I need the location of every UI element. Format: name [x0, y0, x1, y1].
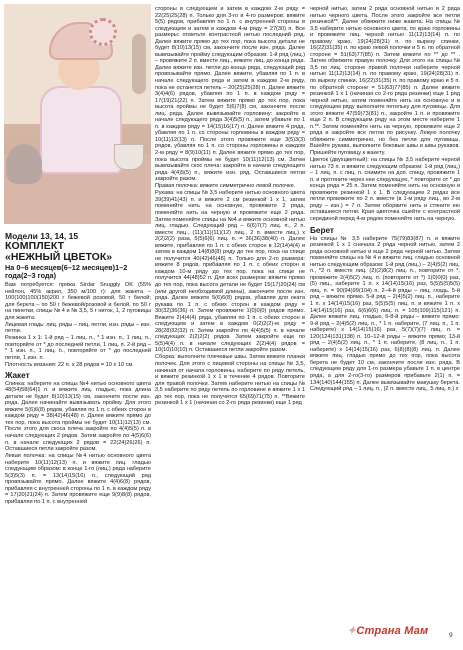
sleeves-paragraph: Рукава: на спицы № 3,5 наберите нитью основного цвета 39(39)41(43) п. и вяжите 2 см резинкой 1 х 1, затем поменяйте нить на основную, провяжите 2 ряда, поменяйте нить на черную и провяжите еще 2 ряда. Затем поменяйте спицы на №4 и вяжите основной нитью лиц. гладью. Следующий ряд – 6(6)7(7) лиц. п., 2 п. вместе лиц., (11)(11)(11)(12) лиц., 2 п. вместе лиц.) х 2(2)2(2) раза, 5(5)6(6) лиц. п. = 36(36)38(40) п. Далее вяжите, прибавляя по 1 п. с обеих сторон в 12(14)4(4) и затем в каждом 14(8)8(8) ряду до тех пор, пока на спице не получится 40(42)46(48) п. Только для 2-го размера: вяжите 8 рядов, прибавляя по 1 п. с обеих сторон в каждом 10-м ряду до тех пор, пока на спице не получится 44(48)52 п. Для всех размеров: вяжите прямо до тех пор, пока высота детали не будет 15(17)20(24) см (или другой необходимой длины), закончите после изн. ряда. Далее вяжите 5(6)6(8) рядов, убавляя для оката рукава по 1 п. с обеих сторон в каждом ряду = 30(32)36(36) п. Затем провяжите 1(0)0(0) рядов прямо. Вяжите 2(4)4(4) ряда, убавляя по 1 п. с обеих сторон в следующем и затем в каждом 0(2)2(2)-м ряду = 28(28)32(32) п. Затем закройте по 4(4)5(5) п. в начале следующих 2(2)2(2) рядов. Затем закройте еще по 5(5)4(4) п. в начале следующих 2(2)4(4) рядов = 10(10)10(10) п. Оставшиеся петли закройте разом.: [155, 190, 305, 354]
right-front-paragraph: Правая полочка: вяжите симметрично левой полочке.: [155, 183, 296, 190]
flower-paragraph: Цветок (двухцветный): на спицы № 3,5 наберите черной нитью 73 п. и вяжите следующим образом: 1-й ряд (лиц.) – 1 лиц. п. с лиц. п. снимите на доп. спицу, провяжите 1 п. и протяните через нее следующую, * повторите от * до конца ряда = 25 п. Затем поменяйте нить на основную и провяжите резинкой 1 х 1. В следующем 2 рядах все петли провяжите по 2 п. вместе (в 1-м ряду лиц., во 2-м ряду – изн.) = 7 п. Затем оборвите нить и стяните ею оставшиеся петли. Края цветочка сшейте с контрастной серединой перед 4-м рядом поменяйте нить на черную.: [310, 157, 460, 222]
baby-body: [40, 86, 122, 174]
column-middle: [155, 6, 305, 642]
flower-icon: [89, 18, 117, 46]
back-paragraph: Спинка: наберите на спицы №4 нитью основного цвета 48(54)58(64)1 п. и вяжите лиц. гладью, пока длина детали не будет 8(10)13(15) см, закончите после изн. ряда. Далее начинайте вывязывать пройму. Для этого вяжите 5(6)6(8) рядов, убавляя по 1 п. с обеих сторон в каждом ряду = 38(42)46(48) п. Далее вяжите прямо до тех пор, пока высота проймы не будет 10(11)12(13) см. После этого для скоса плеча закройте по 4(4)5(5) п. в начале следующих 2 рядов. Затем закройте по 4(5)6(6) п. в начале следующих 2 рядов = 22(24)26(26) п. Оставшиеся петли закройте разом.: [5, 380, 151, 453]
rib-paragraph: Резинка 1 х 1: 1-й ряд – 1 лиц. п., * 1 изн. п., 1 лиц. п., повторяйте от * до последней петли, 1 лиц. п. 2-й ряд – * 1 изн. п., 1 лиц. п., повторяйте от * до последней петли, 1 изн. п.: [5, 335, 151, 362]
site-watermark: [347, 624, 428, 637]
models-heading: Модели 13, 14, 15: [5, 232, 79, 241]
left-front-continued: стороны в следующем и затем в каждом 2-м ряду = 22(25)25(28) п. Только для 3-го и 4-го размеров: вяжите 5(5) рядов, прибавляя по 1 п. с внутренней стороны в следующем и затем в каждом 4-м ряду = 27(30) п. Все размеры: отметьте контрастной нитью последний ряд. Далее вяжите прямо до тех пор, пока высота детали не будет 8(10)13(15) см, закончите после изн. ряда. Далее вывязывайте пройму следующим образом: 1-й ряд (лиц.) – провяжите 2 п. вместе лиц., вяжите лиц. до конца ряда. Далее вяжите изн. петли до конца ряда, следующий ряд провязывайте прямо. Далее вяжите, убавляя по 1 п. в начале следующего ряда и затем в каждом 2-м ряду, пока не останется петель – 20(25)25(28) п. Далее вяжите 3(4)4(6) рядов, убавляя по 1 п. в каждом ряду = 17(19)21(22) п. Затем вяжите прямо до тех пор, пока высота проймы не будет 5(6)7(8) см, закончите после лиц. ряда. Далее вывязывайте горловину: закройте в начале следующего ряда 3(4)5(5) п., затем убавьте по 1 п. в каждом ряду = 14(15)16(17) п. Далее вяжите 4 ряда, убавляя по 1 п. со стороны горловины в каждом ряду = 10(11)12(13) п. После этого провяжите еще 3(5)3(3) рядов, убавляя по 1 п. со стороны горловины в каждом 2-м ряду = 8(9)10(11) п. Далее вяжите прямо до тех пор, пока высота проймы не будет 10(11)12(13) см. Затем вывязывайте скос плеча: закройте в начале следующего ряда 4(4)5(5) п., вяжите изн. ряд. Оставшиеся петли закройте разом.: [155, 6, 305, 183]
baby-photo: [4, 4, 151, 224]
jacket-heading: Жакет: [5, 370, 30, 380]
column-right: [310, 6, 460, 642]
star-icon: ✦: [347, 625, 357, 637]
teapot-icon: [6, 144, 42, 184]
kit-subtitle: «НЕЖНЫЙ ЦВЕТОК»: [5, 251, 113, 263]
stockinette-paragraph: Лицевая гладь: лиц. ряды – лиц. петли, изн. ряды – изн. петли.: [5, 321, 151, 335]
photo-vase: [132, 34, 146, 94]
beret-paragraph: На спицы № 3,5 наберите 75(79)83(87) п. и вяжите резинкой 1 х 1 сначала 2 ряда черной нитью, затем 2 ряда основной нитью и еще 2 ряда черной нитью. Затем поменяйте спицы на № 4 и вяжите лиц. гладью основной нитью следующим образом: 1-й ряд (лиц.) – 2(4)5(2) лиц. п., *2 п. вместе лиц. (2)(2)8(2) лиц. п., повторите от *, провяжите 2(4)5(2) лиц. п. (повторите от *) 1(0)0(0) раз, (5) лиц., наберите 1 п. х 14(14)15(16) раз, 5(5)5(5)5(5) лиц. п. = 90(94)99(104) п. 2–4-й ряды – лиц. гладь. 5-й ряд – вяжите прямо. 5-й ряд – 2(4)5(2) лиц. п., наберите 1 п. х 14(14)15(16) раз, 5(5)5(5) лиц. п. и вяжите 1 п. х 14(14)15(16) раз, 6(6)6(6) лиц. п. = 105(109)115(121) п. Далее вяжите лиц. гладью, 6-8-й ряды – вяжите прямо: 9-й ряд – 2(4)5(2) лиц. п., * 1 п. наберите, (7 лиц. п., 1 п. наберите) х 14(14)15(16) раз, 5(7)(7)(7) лиц. п. = 120(124)131(138) п. 10–12-й ряды – вяжите прямо; 13-й ряд – 2(4)5(2) лиц. п., * 1 п. наберите, (8 лиц. п., 1 п. наберите) х 14(14)15(16) раз, 6(8)(8)(8) лиц. п. Далее вяжите лиц. гладью прямо до тех пор, пока высота берета не будет 10 см, закончите после изн. ряда. В следующем ряду для 1-го размера убавьте 1 п. в центре ряда, а для 2-го(3-го) размеров прибавьте 2(1) п. = 134(140)144(155) п. Далее вывязывайте макушку берета. Следующий ряд – 1 лиц. п., (2 п. вместе лиц., 5 лиц. п.) х: [310, 235, 460, 393]
sizes-line: На 0–6 месяцев(6–12 месяцев)1–2 года(2–3 года): [5, 263, 128, 280]
page-number: 9: [449, 632, 453, 639]
left-front-paragraph: Левая полочка: на спицы №4 нитью основного цвета наберите 10(11)12(13) п. и вяжите лиц. гладью следующим образом: в конце 1-го (лиц.) ряда наберите 5(3)5(3) п. = 13(14)15(16) п., следующий ряд провязывайте прямо. Далее вяжите 4(4)6(8) рядов, прибавляя с внутренней стороны по 1 п. в каждом ряду = 17(20)21(24) п. Затем провяжите еще 9(9)8(8) рядов, прибавляя по 1 п. с внутренней: [5, 453, 151, 505]
assembly-continued: черной нитью, затем 2 ряда основной нитью и 2 ряда нитью черного цвета. После этого закройте все петли резинкой**. Далее обвяжите ниже жакета. На спицы № 3,5 наберите нитью основного цвета, по краю горловины и провяжите лиц. черной нитью 11(12)13(14) п. по правому краю, 19(24)28(31) п. по вырезу спинки, 16(22)31(35) п. по краю левой полочки и 5 п. по обратной стороне = 51(63)77(85) п. Затем вяжите по ** до ** . Затем обвяжите правую полочку. Для этого на спицы № 3,5 по лиц. стороне правой полочки наберите черной нитью 11(12)13(14) п. по правому краю, 19(24)28(31) п. по вырезу спинки, 16(22)31(35) п. по правому краю и 5 п. по обратной стороне = 51(63)77(85) п. Далее вяжите резинкой 1 х 1 (начиная со 2-го ряда резинки) еще 1 ряд черной нитью, затем поменяйте нить на основную и в следующем ряду выполните петельку для пуговицы. Для этого вяжите 47(59)73(81) п., закройте 1 п. и провяжите еще 2 п. В следующем ряду на этом месте наберите 1 п.**. Затем поменяйте нить на черную, провяжите еще 2 ряда и закройте все петли по рисунку. Левую полочку обвяжите симметрично, но без петли для пуговицы. Вшейте рукава, выполните боковые швы и швы рукавов. Пришейте пуговицу к жакету.: [310, 6, 460, 157]
gauge-paragraph: Плотность вязания: 22 п. х 28 рядов = 10 х 10 см.: [5, 362, 134, 369]
cup-icon: [114, 144, 144, 170]
column-left: [5, 232, 151, 644]
watermark-text: Страна Мам: [356, 625, 429, 637]
beret-heading: Берет: [310, 225, 334, 235]
materials-paragraph: Вам потребуется: пряжа Sirdar Snuggly DK (55% нейлон, 45% акрил, 350 м/100 г): для жакета – 100(100)100(150)200 г бежевой розовой, 50 г белой; для берета – по 50 г бежевой/розовой и белой, по 50 г на пинетки, спицы № 4 и № 3,5, 5 г ниток, 1, 2 пуговицы для жакета.: [5, 282, 151, 321]
assembly-paragraph: Сборка: выполните плечевые швы. Затем вяжите планки полочек. Для этого с лицевой стороны на спицы № 3,5, начиная от начала горловины, наберите по ряду петель, и вяжите резинкой 1 х 1 в течение 4 рядов. Повторите для правой полочки. Затем наберите нитью на спицы № 3,5 наберите по ряду петель по горловине и вяжите 1 х 1 до тех пор, пока не получится 65(69)71(75) п. **Вяжите резинкой 1 х 1 (начиная со 2-го ряда резинки) еще 1 ряд: [155, 354, 305, 407]
kit-title: КОМПЛЕКТ: [5, 240, 65, 252]
